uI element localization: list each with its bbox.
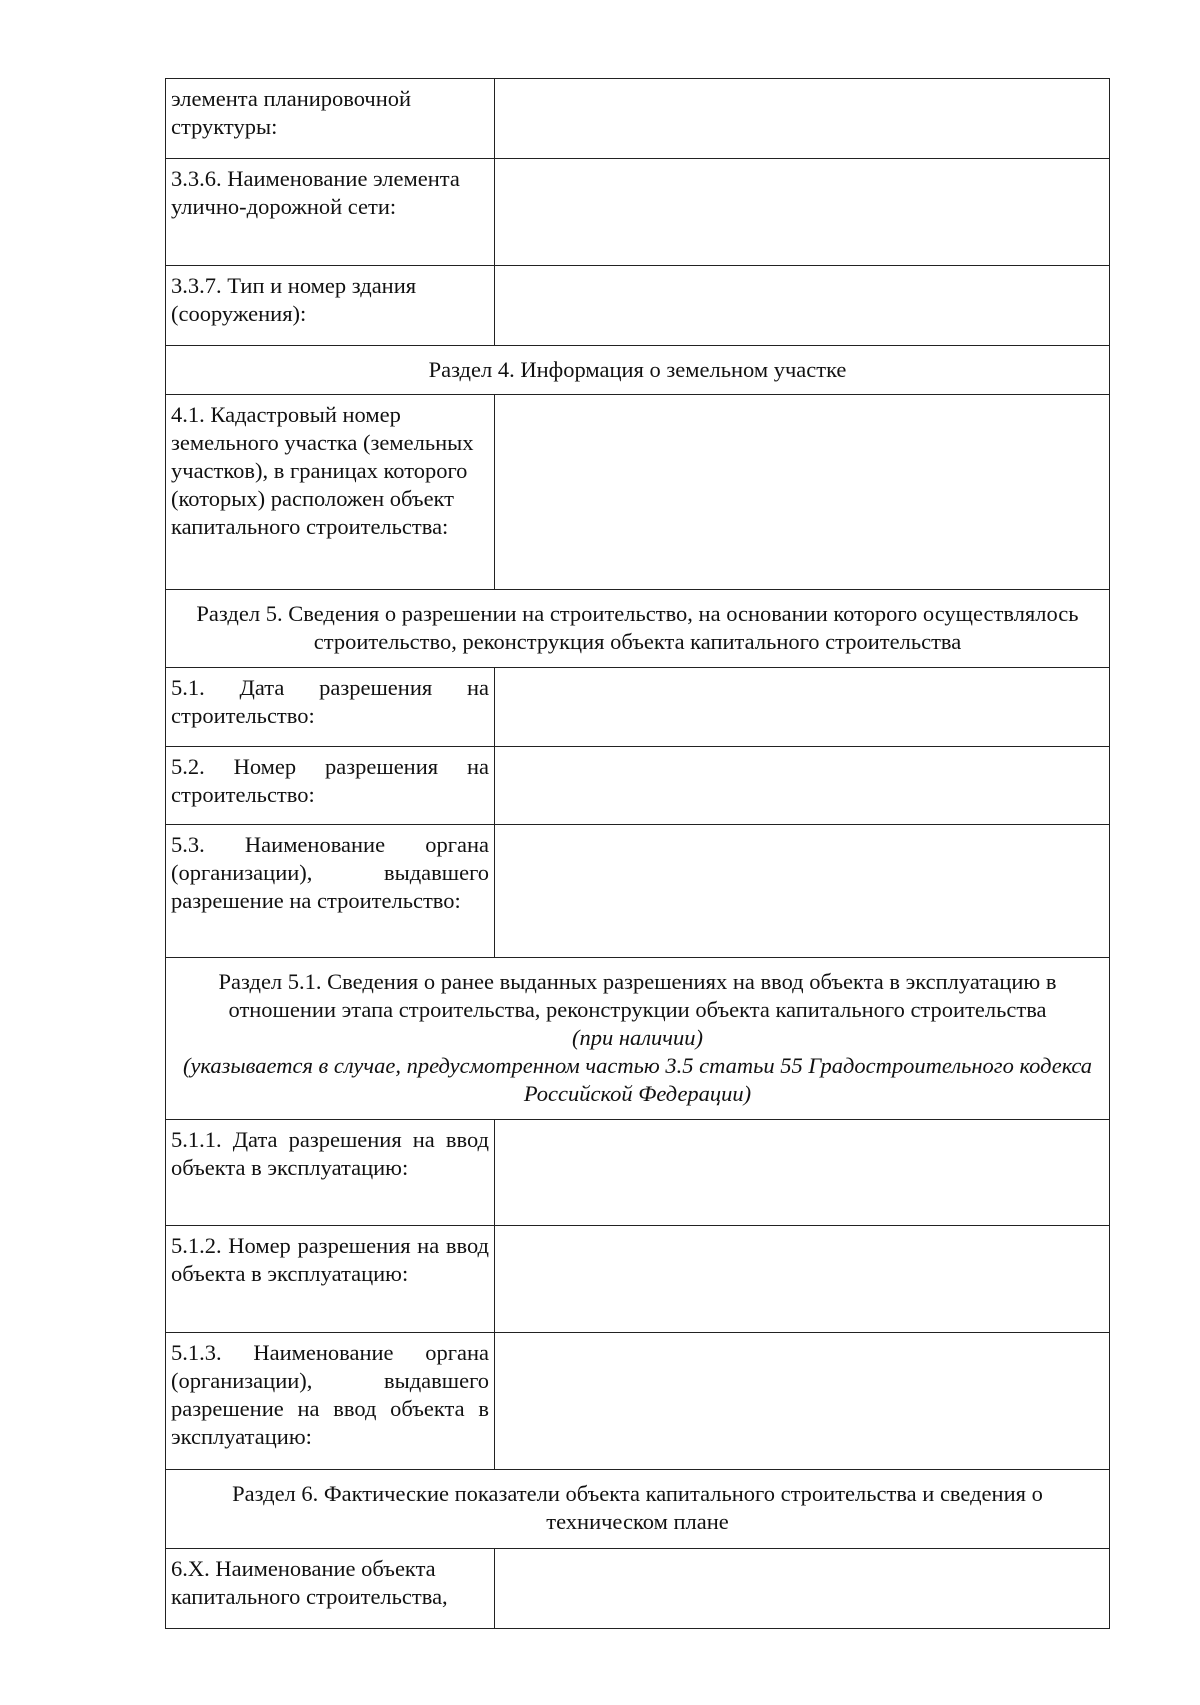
row-permit-date (166, 668, 1110, 747)
section-5-1-note-availability: (при наличии) (571, 1025, 704, 1050)
section-5-1-title: Раздел 5.1. Сведения о ранее выданных разрешениях на ввод объекта в эксплуатацию в отношении этапа строительства, реконструкции объекта капитального строительства (218, 969, 1057, 1022)
label-planning-element: элемента планировочной структуры: (166, 79, 495, 159)
section-5-header (166, 590, 1110, 668)
section-5-1-note-legal: (указывается в случае, предусмотренном частью 3.5 статьи 55 Градостроительного кодекса Российской Федерации) (182, 1053, 1093, 1106)
value-prior-permit-issuer[interactable] (495, 1333, 1110, 1470)
permit-form-table (165, 78, 1110, 1629)
value-permit-issuer[interactable] (495, 825, 1110, 958)
row-street-element (166, 159, 1110, 266)
value-planning-element[interactable] (495, 79, 1110, 159)
label-street-element: 3.3.6. Наименование элемента улично-дорожной сети: (166, 159, 495, 266)
label-permit-issuer: 5.3. Наименование органа (организации), выдавшего разрешение на строительство: (166, 825, 495, 958)
section-5-title: Раздел 5. Сведения о разрешении на строительство, на основании которого осуществлялось строительство, реконструкция объекта капитального строительства (166, 590, 1110, 668)
label-permit-date: 5.1. Дата разрешения на строительство: (166, 668, 495, 747)
label-cadastral-number: 4.1. Кадастровый номер земельного участка (земельных участков), в границах которого (которых) расположен объект капитального строительства: (166, 395, 495, 590)
value-object-name[interactable] (495, 1549, 1110, 1629)
label-building-type-number: 3.3.7. Тип и номер здания (сооружения): (166, 266, 495, 346)
row-prior-permit-number (166, 1226, 1110, 1333)
row-prior-permit-date (166, 1120, 1110, 1226)
row-permit-number (166, 747, 1110, 825)
section-4-title: Раздел 4. Информация о земельном участке (166, 346, 1110, 395)
label-object-name: 6.X. Наименование объекта капитального строительства, (166, 1549, 495, 1629)
row-building-type-number (166, 266, 1110, 346)
value-building-type-number[interactable] (495, 266, 1110, 346)
row-permit-issuer (166, 825, 1110, 958)
section-5-1-cell (166, 958, 1110, 1120)
label-prior-permit-number: 5.1.2. Номер разрешения на ввод объекта в эксплуатацию: (166, 1226, 495, 1333)
section-6-title: Раздел 6. Фактические показатели объекта капитального строительства и сведения о техническом плане (166, 1470, 1110, 1549)
value-prior-permit-date[interactable] (495, 1120, 1110, 1226)
section-4-header (166, 346, 1110, 395)
row-prior-permit-issuer (166, 1333, 1110, 1470)
value-cadastral-number[interactable] (495, 395, 1110, 590)
section-6-header (166, 1470, 1110, 1549)
value-permit-number[interactable] (495, 747, 1110, 825)
section-5-1-header (166, 958, 1110, 1120)
value-permit-date[interactable] (495, 668, 1110, 747)
label-permit-number: 5.2. Номер разрешения на строительство: (166, 747, 495, 825)
value-street-element[interactable] (495, 159, 1110, 266)
label-prior-permit-date: 5.1.1. Дата разрешения на ввод объекта в эксплуатацию: (166, 1120, 495, 1226)
row-planning-element (166, 79, 1110, 159)
label-prior-permit-issuer: 5.1.3. Наименование органа (организации), выдавшего разрешение на ввод объекта в эксплуатацию: (166, 1333, 495, 1470)
row-object-name (166, 1549, 1110, 1629)
value-prior-permit-number[interactable] (495, 1226, 1110, 1333)
row-cadastral-number (166, 395, 1110, 590)
